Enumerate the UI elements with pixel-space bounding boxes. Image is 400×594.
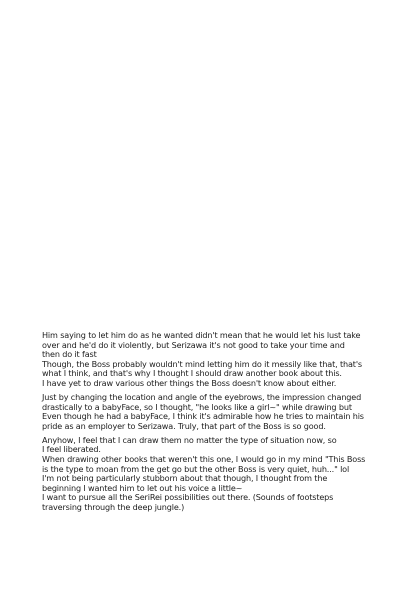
afterword-paragraph-3 [42,436,382,513]
text-line: Anyhow, I feel that I can draw them no matter the type of situation now, so [42,434,337,445]
text-line: I want to pursue all the SeriRei possibilities out there. (Sounds of footsteps [42,492,334,503]
text-line: Just by changing the location and angle of the eyebrows, the impression changed [42,391,362,402]
text-line: I have yet to draw various other things the Boss doesn't know about either. [42,377,337,388]
text-line: drastically to a babyFace, so I thought, "he looks like a girl~" while drawing but [42,401,352,412]
afterword-paragraph-1 [42,331,382,389]
text-line: Him saying to let him do as he wanted didn't mean that he would let his lust take [42,330,361,340]
text-line: what I think, and that's why I thought I should draw another book about this. [42,368,342,379]
text-line: over and he'd do it violently, but Serizawa it's not good to take your time and [42,339,345,350]
text-line: beginning I wanted him to let out his voice a little~ [42,482,243,493]
text-line: is the type to moan from the get go but the other Boss is very quiet, huh..." lol [42,463,350,474]
text-line: then do it fast [42,349,97,360]
text-line: Even though he had a babyFace, I think it's admirable how he tries to maintain his [42,411,364,422]
text-line: I feel liberated. [42,444,101,455]
text-line: Though, the Boss probably wouldn't mind letting him do it messily like that, that's [42,358,362,369]
afterword-text [42,331,382,517]
text-line: When drawing other books that weren't this one, I would go in my mind "This Boss [42,453,366,464]
afterword-paragraph-2 [42,393,382,431]
text-line: I'm not being particularly stubborn about that though, I thought from the [42,473,328,484]
text-line: pride as an employer to Serizawa. Truly, that part of the Boss is so good. [42,420,326,431]
text-line: traversing through the deep jungle.) [42,501,185,512]
